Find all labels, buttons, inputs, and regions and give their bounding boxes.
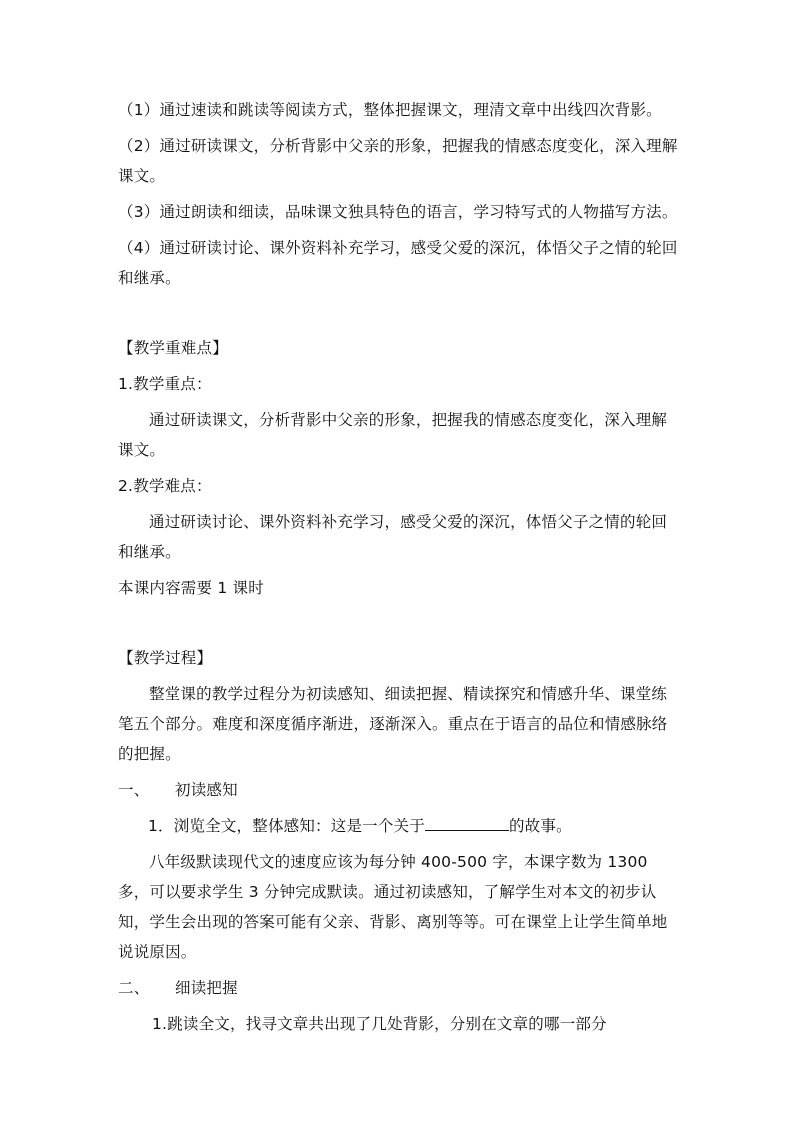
process-heading: 【教学过程】: [118, 649, 213, 667]
difficulty-label: 2.教学难点：: [118, 477, 212, 495]
task-1-note: 八年级默读现代文的速度应该为每分钟 400-500 字，本课字数为 1300 多，可以要求学生 3 分钟完成默读。通过初读感知，了解学生对本文的初步认知，学生会出现的答案可能有父亲、背影、离别等等。可在课堂上让学生简单地说说原因。: [118, 853, 668, 961]
answer-blank: [425, 814, 509, 831]
task-1-prefix: 1．浏览全文，整体感知：这是一个关于: [148, 817, 425, 835]
section-1-number: 一、: [118, 781, 150, 799]
objective-2: （2）通过研读课文，分析背影中父亲的形象，把握我的情感态度变化，深入理解课文。: [118, 137, 678, 185]
section-1-heading: [118, 775, 678, 805]
lesson-duration: 本课内容需要 1 课时: [118, 579, 264, 597]
focus-text: 通过研读课文，分析背影中父亲的形象，把握我的情感态度变化，深入理解课文。: [118, 411, 668, 459]
key-points-heading: 【教学重难点】: [118, 339, 228, 357]
task-1: [118, 811, 678, 841]
difficulty-text: 通过研读讨论、课外资料补充学习，感受父爱的深沉，体悟父子之情的轮回和继承。: [118, 513, 668, 561]
document-body: [118, 95, 678, 1039]
task-2: 1.跳读全文，找寻文章共出现了几处背影，分别在文章的哪一部分: [152, 1015, 607, 1033]
focus-label: 1.教学重点：: [118, 375, 212, 393]
objective-1: （1）通过速读和跳读等阅读方式，整体把握课文，理清文章中出线四次背影。: [118, 101, 662, 119]
process-intro: 整堂课的教学过程分为初读感知、细读把握、精读探究和情感升华、课堂练笔五个部分。难度和深度循序渐进，逐渐深入。重点在于语言的品位和情感脉络的把握。: [118, 685, 668, 763]
section-2-title: 细读把握: [175, 979, 238, 997]
section-2-heading: [118, 973, 678, 1003]
objective-4: （4）通过研读讨论、课外资料补充学习，感受父爱的深沉，体悟父子之情的轮回和继承。: [118, 239, 678, 287]
task-1-suffix: 的故事。: [508, 817, 572, 835]
section-1-title: 初读感知: [175, 781, 238, 799]
section-2-number: 二、: [118, 979, 150, 997]
objective-3: （3）通过朗读和细读，品味课文独具特色的语言，学习特写式的人物描写方法。: [118, 203, 678, 221]
